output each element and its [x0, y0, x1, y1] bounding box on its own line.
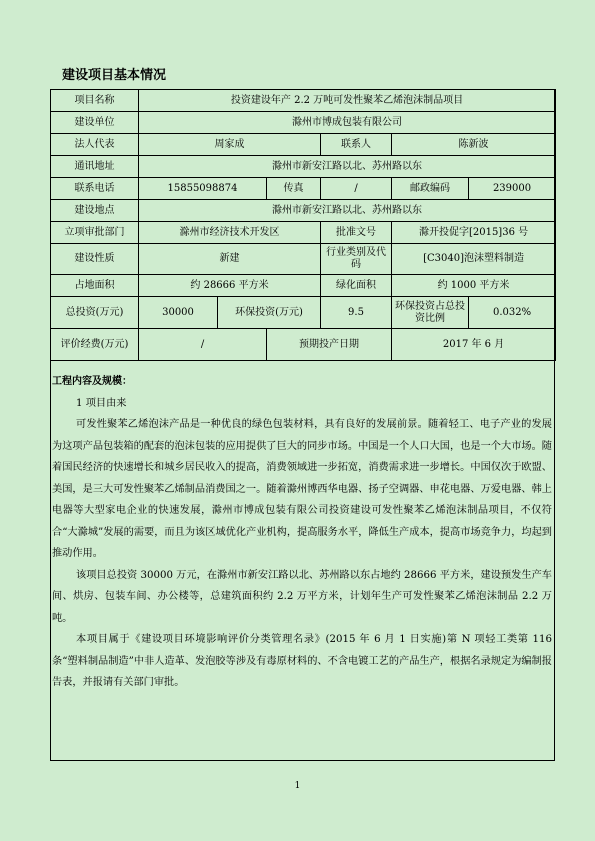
project-content: [52, 371, 552, 694]
content-subheading: 1 项目由来: [76, 397, 127, 409]
site-label: 建设地点: [51, 200, 139, 222]
table-row: [51, 329, 556, 361]
fax-label: 传真: [267, 178, 321, 200]
env-investment-value: 9.5: [321, 297, 392, 329]
postal-label: 邮政编码: [392, 178, 469, 200]
postal-value: 239000: [469, 178, 556, 200]
table-row: [51, 90, 556, 112]
area-value: 约 28666 平方米: [139, 275, 321, 297]
fax-value: /: [321, 178, 392, 200]
page-number: 1: [294, 781, 301, 791]
paragraph: 该项目总投资 30000 万元，在滁州市新安江路以北、苏州路以东占地约 28666 平方米，建设预发生产车间、烘房、包装车间、办公楼等，总建筑面积约 2.2 万平方米，计划年生产可发性聚苯乙烯泡沫制品 2.2 万吨。: [52, 569, 552, 624]
phone-label: 联系电话: [51, 178, 139, 200]
table-row: [51, 244, 556, 275]
investment-value: 30000: [139, 297, 218, 329]
project-info-table: [50, 89, 556, 361]
industry-label: 行业类别及代码: [321, 244, 392, 275]
table-row: [51, 275, 556, 297]
ratio-label: 环保投资占总投资比例: [392, 297, 469, 329]
fee-value: /: [139, 329, 267, 361]
green-label: 绿化面积: [321, 275, 392, 297]
project-name-value: 投资建设年产 2.2 万吨可发性聚苯乙烯泡沫制品项目: [139, 90, 556, 112]
table-row: [51, 112, 556, 134]
green-value: 约 1000 平方米: [392, 275, 556, 297]
table-row: [51, 297, 556, 329]
env-investment-label: 环保投资(万元): [218, 297, 321, 329]
fee-label: 评价经费(万元): [51, 329, 139, 361]
builder-label: 建设单位: [51, 112, 139, 134]
legal-value: 周家成: [139, 134, 321, 156]
contact-value: 陈新波: [392, 134, 556, 156]
site-value: 滁州市新安江路以北、苏州路以东: [139, 200, 556, 222]
approval-value: 滁州市经济技术开发区: [139, 222, 321, 244]
doc-value: 滁开投促字[2015]36 号: [392, 222, 556, 244]
table-row: [51, 156, 556, 178]
nature-label: 建设性质: [51, 244, 139, 275]
date-value: 2017 年 6 月: [392, 329, 556, 361]
doc-label: 批准文号: [321, 222, 392, 244]
legal-label: 法人代表: [51, 134, 139, 156]
paragraph: 本项目属于《建设项目环境影响评价分类管理名录》(2015 年 6 月 1 日实施)第 N 项轻工类第 116 条“塑料制品制造”中非人造革、发泡胶等涉及有毒原材料的、不含电镀工艺的产品生产，根据名录规定为编制报告表，并报请有关部门审批。: [52, 634, 552, 688]
table-row: [51, 134, 556, 156]
nature-value: 新建: [139, 244, 321, 275]
industry-value: [C3040]泡沫塑料制造: [392, 244, 556, 275]
table-row: [51, 222, 556, 244]
page-title: 建设项目基本情况: [62, 68, 167, 83]
area-label: 占地面积: [51, 275, 139, 297]
paragraph: 可发性聚苯乙烯泡沫产品是一种优良的绿色包装材料，具有良好的发展前景。随着轻工、电子产业的发展为这项产品包装箱的配套的泡沫包装的应用提供了巨大的同步市场。中国是一个人口大国，也是一个大市场。随着国民经济的快速增长和城乡居民收入的提高，消费领域进一步拓宽，消费需求进一步增长。中国仅次于欧盟、美国，是三大可发性聚苯乙烯制品消费国之一。随着滁州博西华电器、扬子空调器、申花电器、万爱电器、韩上电器等大型家电企业的快速发展，滁州市博成包装有限公司投资建设可发性聚苯乙烯泡沫制品项目，不仅符合“大滁城”发展的需要，而且为该区域优化产业机构，提高服务水平，降低生产成本，提高市场竞争力，均起到推动作用。: [52, 419, 552, 559]
investment-label: 总投资(万元): [51, 297, 139, 329]
approval-label: 立项审批部门: [51, 222, 139, 244]
table-row: [51, 200, 556, 222]
date-label: 预期投产日期: [267, 329, 392, 361]
phone-value: 15855098874: [139, 178, 267, 200]
builder-value: 滁州市博成包装有限公司: [139, 112, 556, 134]
address-label: 通讯地址: [51, 156, 139, 178]
table-row: [51, 178, 556, 200]
content-heading: 工程内容及规模：: [52, 376, 132, 387]
contact-label: 联系人: [321, 134, 392, 156]
ratio-value: 0.032%: [469, 297, 556, 329]
project-name-label: 项目名称: [51, 90, 139, 112]
address-value: 滁州市新安江路以北、苏州路以东: [139, 156, 556, 178]
